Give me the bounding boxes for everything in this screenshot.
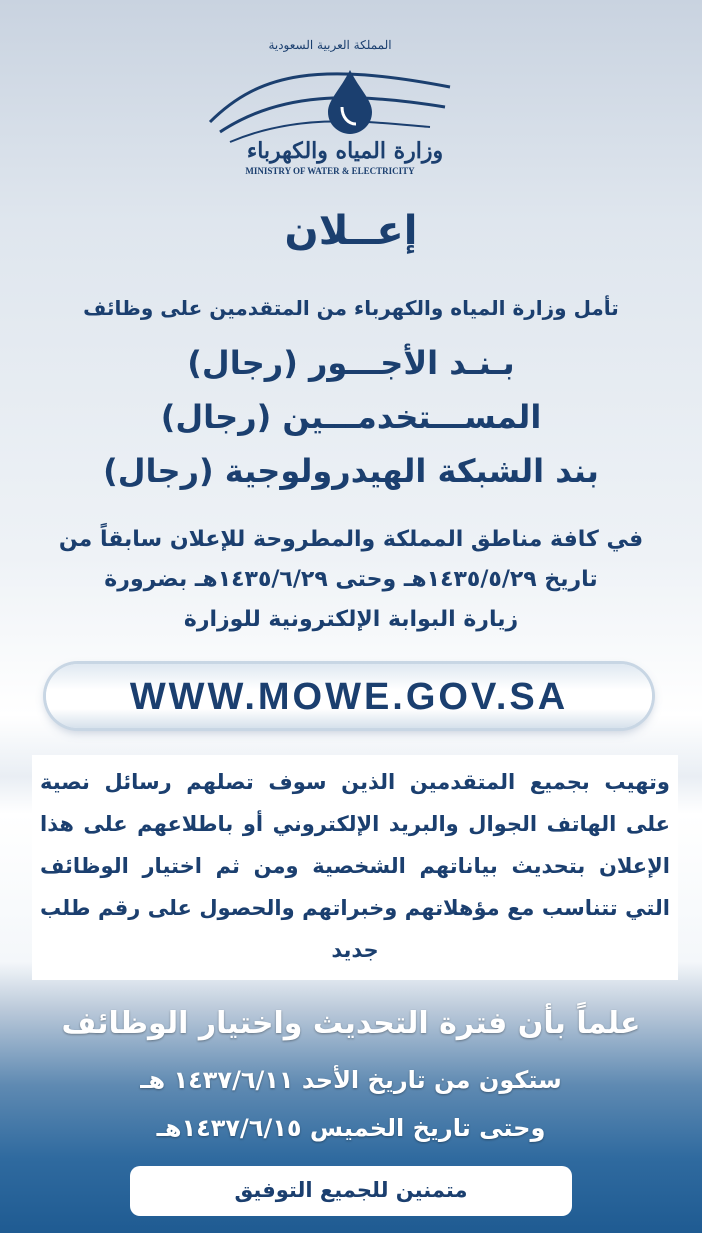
notice-text: وتهيب بجميع المتقدمين الذين سوف تصلهم رسائل نصية على الهاتف الجوال والبريد الإلكتروني أو باطلاعهم على هذا الإعلان بتحديث بياناتهم الشخصية ومن ثم اختيار الوظائف التي تتناسب مع مؤهلاتهم وخبراتهم والحصول على رقم طلب جديد — [40, 770, 670, 962]
website-url-box[interactable] — [46, 664, 652, 728]
closing-wish: متمنين للجميع التوفيق — [234, 1178, 468, 1202]
job-category-wages: بـنـد الأجـــور (رجال) — [187, 344, 515, 382]
logo-kingdom-text: المملكة العربية السعودية — [268, 38, 392, 52]
areas-line-2: تاريخ ١٤٣٥/٥/٢٩هـ وحتى ١٤٣٥/٦/٢٩هـ بضرورة — [104, 567, 598, 592]
update-period-start: ستكون من تاريخ الأحد ١٤٣٧/٦/١١ هـ — [140, 1066, 562, 1094]
areas-paragraph — [36, 520, 666, 640]
areas-line-3: زيارة البوابة الإلكترونية للوزارة — [183, 607, 519, 632]
closing-wish-box — [130, 1166, 572, 1216]
areas-line-1: في كافة مناطق المملكة والمطروحة للإعلان سابقاً من — [58, 527, 644, 552]
announcement-title: إعــلان — [284, 208, 418, 254]
ministry-logo — [200, 38, 460, 188]
website-url[interactable]: WWW.MOWE.GOV.SA — [129, 676, 569, 718]
update-period-end: وحتى تاريخ الخميس ١٤٣٧/٦/١٥هـ — [156, 1114, 546, 1142]
logo-ministry-english: MINISTRY OF WATER & ELECTRICITY — [245, 166, 415, 176]
notice-box — [32, 755, 678, 980]
update-period-title: علماً بأن فترة التحديث واختيار الوظائف — [61, 1006, 641, 1041]
intro-text: تأمل وزارة المياه والكهرباء من المتقدمين على وظائف — [83, 296, 619, 320]
water-drop-icon — [200, 52, 460, 147]
logo-ministry-arabic: وزارة المياه والكهرباء — [246, 138, 444, 164]
job-category-hydrology: بند الشبكة الهيدرولوجية (رجال) — [103, 452, 599, 490]
job-category-employees: المســـتخدمـــين (رجال) — [160, 398, 542, 436]
